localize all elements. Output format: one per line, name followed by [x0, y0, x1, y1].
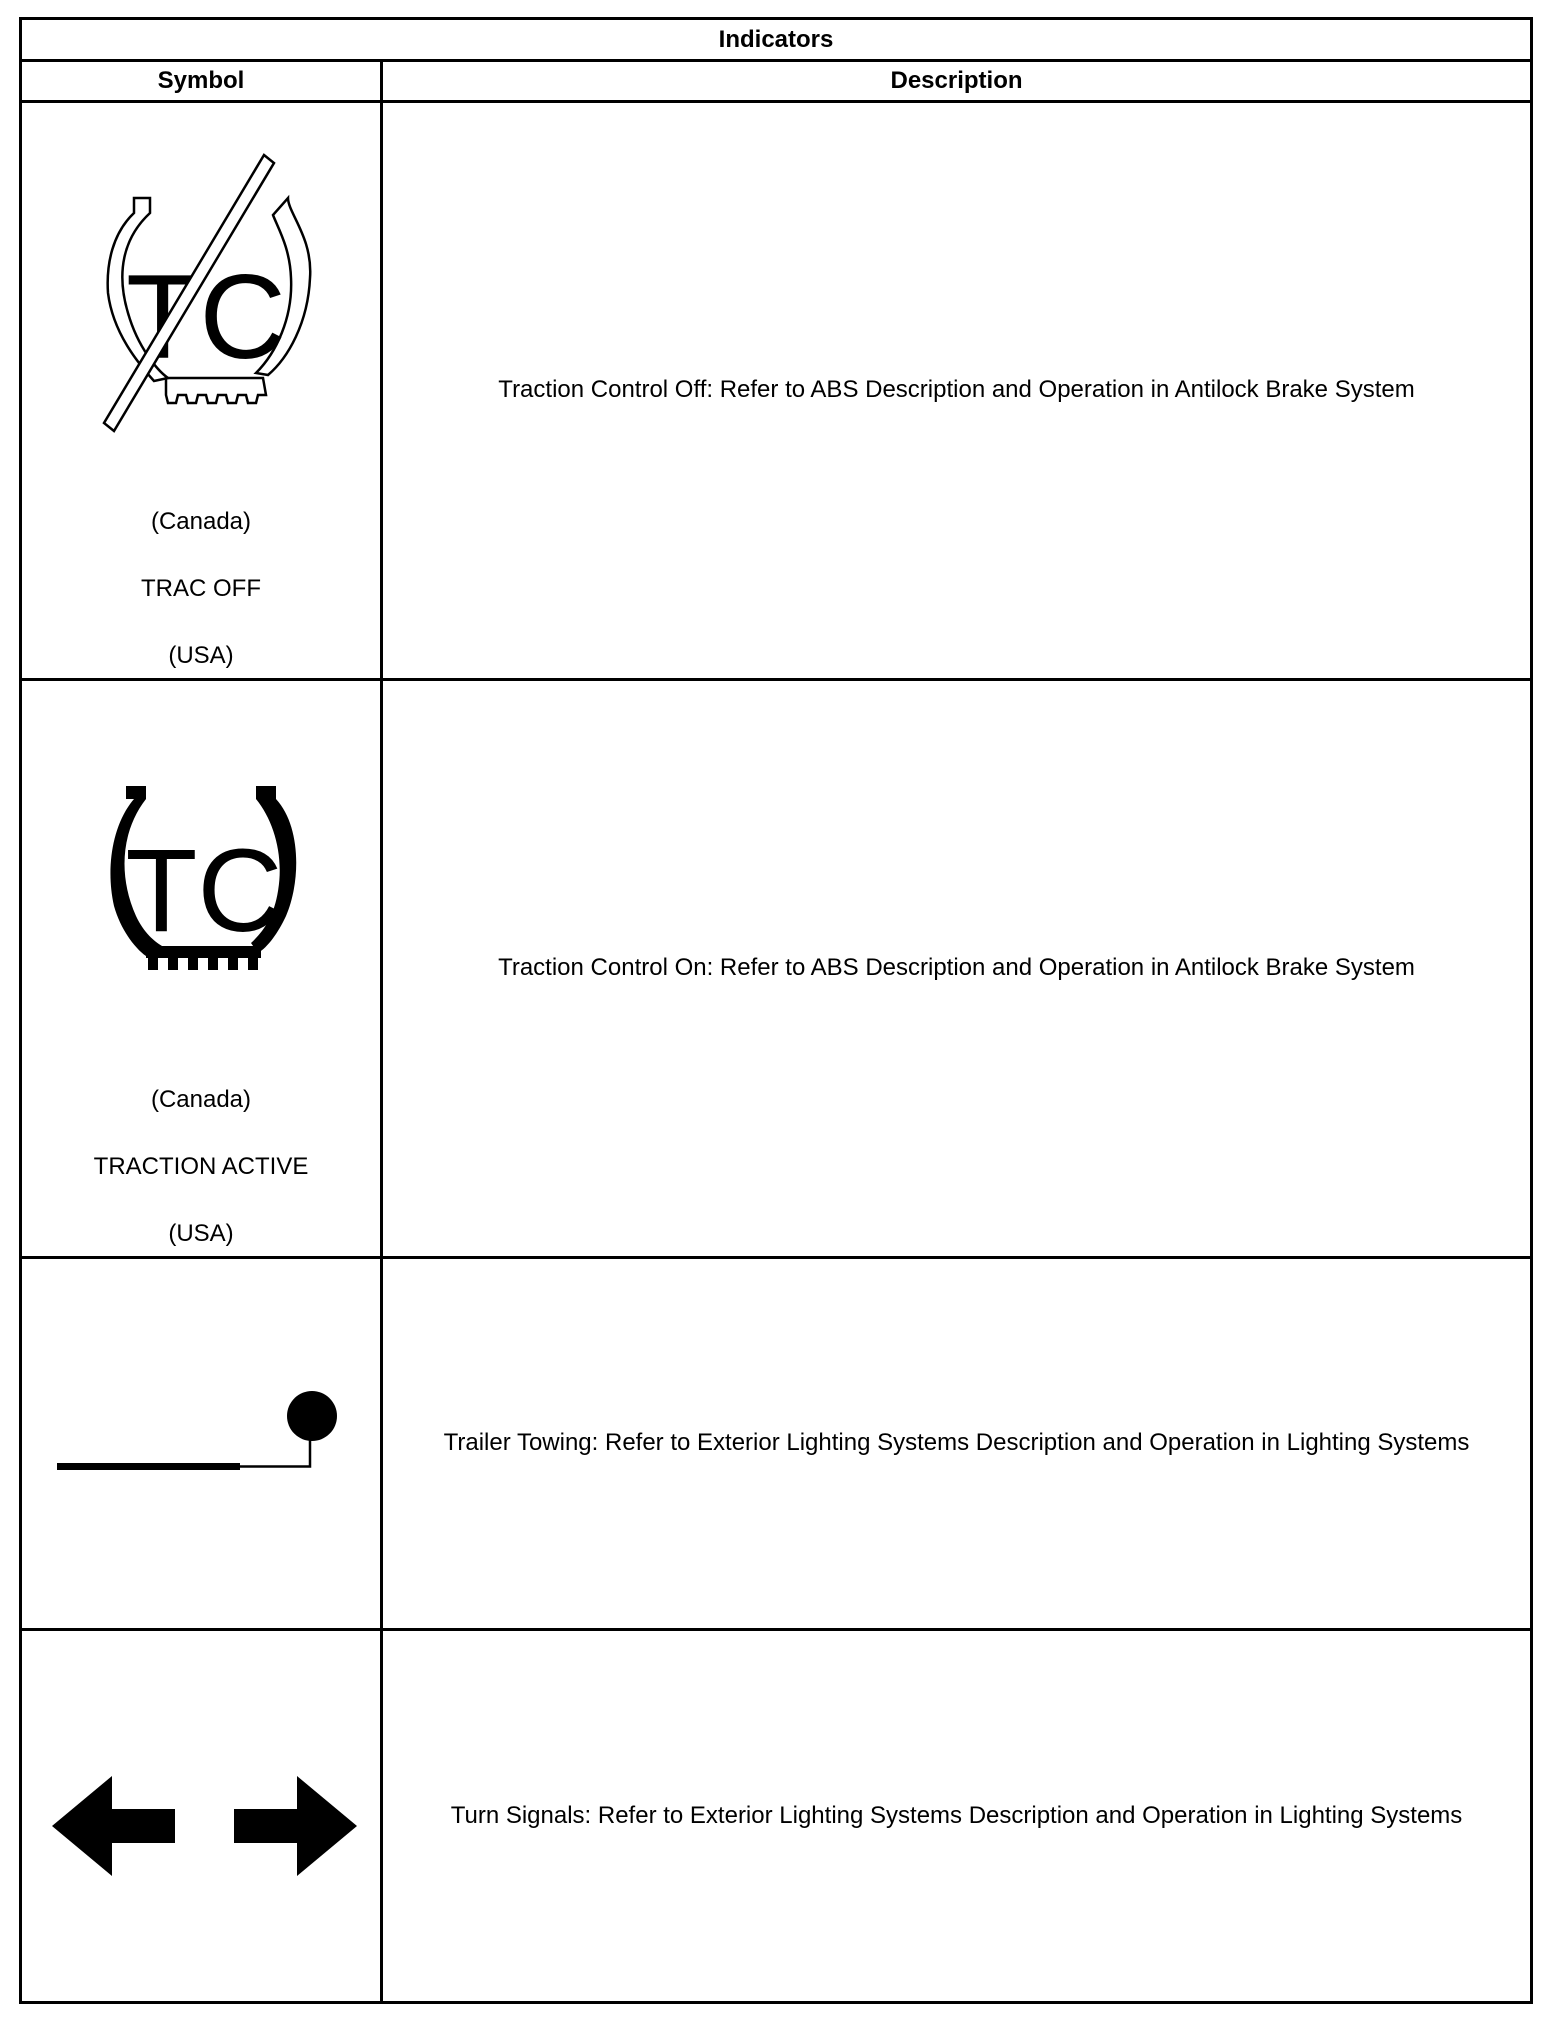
header-symbol: Symbol	[21, 61, 382, 101]
symbol-cell	[21, 1257, 382, 1630]
table-row	[21, 679, 1532, 1257]
traction-off-icon-letters: TC	[126, 249, 286, 384]
right-arrow-icon	[234, 1776, 357, 1876]
symbol-cell	[21, 1630, 382, 2003]
table-row	[21, 1257, 1532, 1630]
turn-signals-icon	[52, 1776, 362, 1876]
symbol-cell	[21, 679, 382, 1257]
description-cell: Trailer Towing: Refer to Exterior Lighting Systems Description and Operation in Lighting Systems	[382, 1257, 1532, 1630]
symbol-label: (USA)	[168, 1219, 234, 1247]
symbol-label: (USA)	[168, 641, 234, 669]
table-title-row	[21, 19, 1532, 61]
description-cell: Traction Control On: Refer to ABS Description and Operation in Antilock Brake System	[382, 679, 1532, 1257]
traction-on-icon-letters: TC	[125, 824, 283, 957]
symbol-label: (Canada)	[150, 507, 252, 535]
description-cell: Turn Signals: Refer to Exterior Lighting Systems Description and Operation in Lighting Systems	[382, 1630, 1532, 2003]
description-cell: Traction Control Off: Refer to ABS Description and Operation in Antilock Brake System	[382, 101, 1532, 679]
table-header-row	[21, 61, 1532, 101]
symbol-label: (Canada)	[150, 1085, 252, 1113]
traction-control-on-icon	[106, 781, 306, 981]
symbol-cell	[21, 101, 382, 679]
table-row	[21, 101, 1532, 679]
left-arrow-icon	[52, 1776, 175, 1876]
traction-control-off-icon	[88, 153, 328, 453]
table-row	[21, 1630, 1532, 2003]
indicators-table	[19, 17, 1533, 2004]
table-title: Indicators	[21, 19, 1532, 61]
header-description: Description	[382, 61, 1532, 101]
trailer-towing-icon	[52, 1389, 362, 1479]
symbol-label: TRACTION ACTIVE	[93, 1152, 309, 1180]
symbol-label: TRAC OFF	[141, 574, 261, 602]
